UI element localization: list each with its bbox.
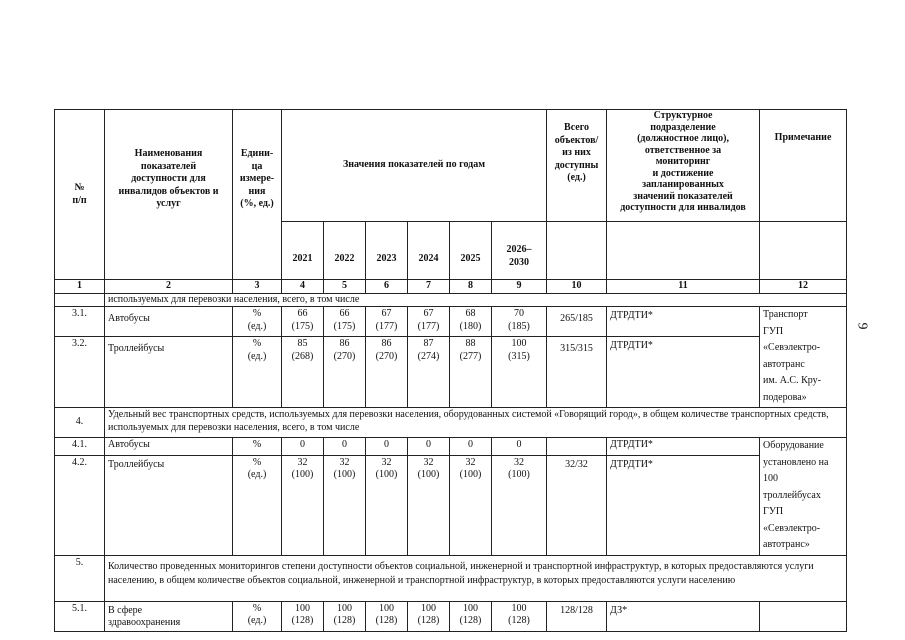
colnum: 2 (105, 280, 233, 294)
value-cell: 68 (180) (450, 307, 492, 337)
value-cell: 100 (128) (324, 601, 366, 631)
dept-cell: ДЗ* (607, 601, 760, 631)
colnum: 4 (282, 280, 324, 294)
row-num: 4.1. (55, 438, 105, 456)
row-num: 5.1. (55, 601, 105, 631)
year-2025: 2025 (450, 222, 492, 280)
value-cell: 66 (175) (324, 307, 366, 337)
table-row (55, 601, 847, 631)
header-dept: Структурное подразделение (должностное лицо), ответственное за мониторинг и достижение запланированных значений показателей доступности для инвалидов (607, 110, 760, 222)
value-cell: 100 (128) (282, 601, 324, 631)
value-cell: 100 (128) (492, 601, 547, 631)
value-cell: 100 (128) (408, 601, 450, 631)
header-num: № п/п (55, 110, 105, 280)
value-cell: 32 (100) (492, 455, 547, 555)
colnum: 5 (324, 280, 366, 294)
row-name: В сфере здравоохранения (105, 601, 233, 631)
table-row (55, 307, 847, 337)
value-cell: 100 (315) (492, 337, 547, 408)
table-row (55, 408, 847, 438)
value-cell: 0 (408, 438, 450, 456)
row-unit: % (ед.) (233, 337, 282, 408)
colnum: 11 (607, 280, 760, 294)
value-cell: 100 (128) (450, 601, 492, 631)
note-cell: Транспорт ГУП «Севэлектро- автотранс им. А.С. Кру- подерова» (760, 307, 847, 408)
row-num: 3.1. (55, 307, 105, 337)
value-cell: 32 (100) (282, 455, 324, 555)
table-row (55, 555, 847, 601)
row-text: Удельный вес транспортных средств, используемых для перевозки населения, оборудованных системой «Говорящий город», в общем количестве транспортных средств, используемых для перевозки населения, всего, в том числе (105, 408, 847, 438)
value-cell: 67 (177) (408, 307, 450, 337)
value-cell: 0 (282, 438, 324, 456)
header-total: Всего объектов/ из них доступны (ед.) (547, 110, 607, 222)
table-row (55, 455, 847, 555)
year-2022: 2022 (324, 222, 366, 280)
value-cell: 86 (270) (366, 337, 408, 408)
value-cell: 67 (177) (366, 307, 408, 337)
total-cell: 128/128 (547, 601, 607, 631)
row-num: 5. (55, 555, 105, 601)
page-number: 9 (854, 322, 870, 330)
row-num: 3.2. (55, 337, 105, 408)
row-name: Троллейбусы (105, 455, 233, 555)
value-cell: 0 (450, 438, 492, 456)
value-cell: 100 (128) (366, 601, 408, 631)
colnum: 3 (233, 280, 282, 294)
value-cell: 0 (366, 438, 408, 456)
section-3-intro-row (55, 293, 847, 307)
indicators-table (54, 109, 847, 632)
dept-cell: ДТРДТИ* (607, 438, 760, 456)
column-numbers-row (55, 280, 847, 294)
section-3-intro: используемых для перевозки населения, всего, в том числе (105, 293, 847, 307)
colnum: 6 (366, 280, 408, 294)
dept-cell: ДТРДТИ* (607, 307, 760, 337)
note-cell: Оборудование установлено на 100 троллейбусах ГУП «Севэлектро- автотранс» (760, 438, 847, 556)
value-cell: 85 (268) (282, 337, 324, 408)
dept-cell: ДТРДТИ* (607, 455, 760, 555)
value-cell: 32 (100) (324, 455, 366, 555)
year-2026-2030: 2026– 2030 (492, 222, 547, 280)
value-cell: 88 (277) (450, 337, 492, 408)
total-cell: 265/185 (547, 307, 607, 337)
total-cell: 315/315 (547, 337, 607, 408)
value-cell: 0 (492, 438, 547, 456)
header-row (55, 110, 847, 222)
row-unit: % (ед.) (233, 601, 282, 631)
colnum: 12 (760, 280, 847, 294)
colnum: 9 (492, 280, 547, 294)
colnum: 10 (547, 280, 607, 294)
total-cell: 32/32 (547, 455, 607, 555)
row-name: Автобусы (105, 438, 233, 456)
row-unit: % (233, 438, 282, 456)
value-cell: 86 (270) (324, 337, 366, 408)
value-cell: 87 (274) (408, 337, 450, 408)
row-name: Троллейбусы (105, 337, 233, 408)
value-cell: 0 (324, 438, 366, 456)
row-name: Автобусы (105, 307, 233, 337)
value-cell: 32 (100) (408, 455, 450, 555)
value-cell: 32 (100) (450, 455, 492, 555)
total-cell (547, 438, 607, 456)
year-2023: 2023 (366, 222, 408, 280)
header-name: Наименования показателей доступности для инвалидов объектов и услуг (105, 110, 233, 280)
row-unit: % (ед.) (233, 307, 282, 337)
year-2024: 2024 (408, 222, 450, 280)
value-cell: 32 (100) (366, 455, 408, 555)
value-cell: 66 (175) (282, 307, 324, 337)
dept-cell: ДТРДТИ* (607, 337, 760, 408)
header-note: Примечание (760, 110, 847, 222)
row-text: Количество проведенных мониторингов степени доступности объектов социальной, инженерной и транспортной инфраструктур, в которых предоставляются услуги населению, в общем количестве объектов социальной, инженерной и транспортной инфраструктур, в которых предоставляются услуги населению (105, 555, 847, 601)
table-row (55, 438, 847, 456)
header-unit: Едини- ца измере- ния (%, ед.) (233, 110, 282, 280)
colnum: 7 (408, 280, 450, 294)
colnum: 8 (450, 280, 492, 294)
colnum: 1 (55, 280, 105, 294)
value-cell: 70 (185) (492, 307, 547, 337)
row-num: 4. (55, 408, 105, 438)
row-unit: % (ед.) (233, 455, 282, 555)
header-values: Значения показателей по годам (282, 110, 547, 222)
row-num: 4.2. (55, 455, 105, 555)
year-2021: 2021 (282, 222, 324, 280)
table-row (55, 337, 847, 408)
